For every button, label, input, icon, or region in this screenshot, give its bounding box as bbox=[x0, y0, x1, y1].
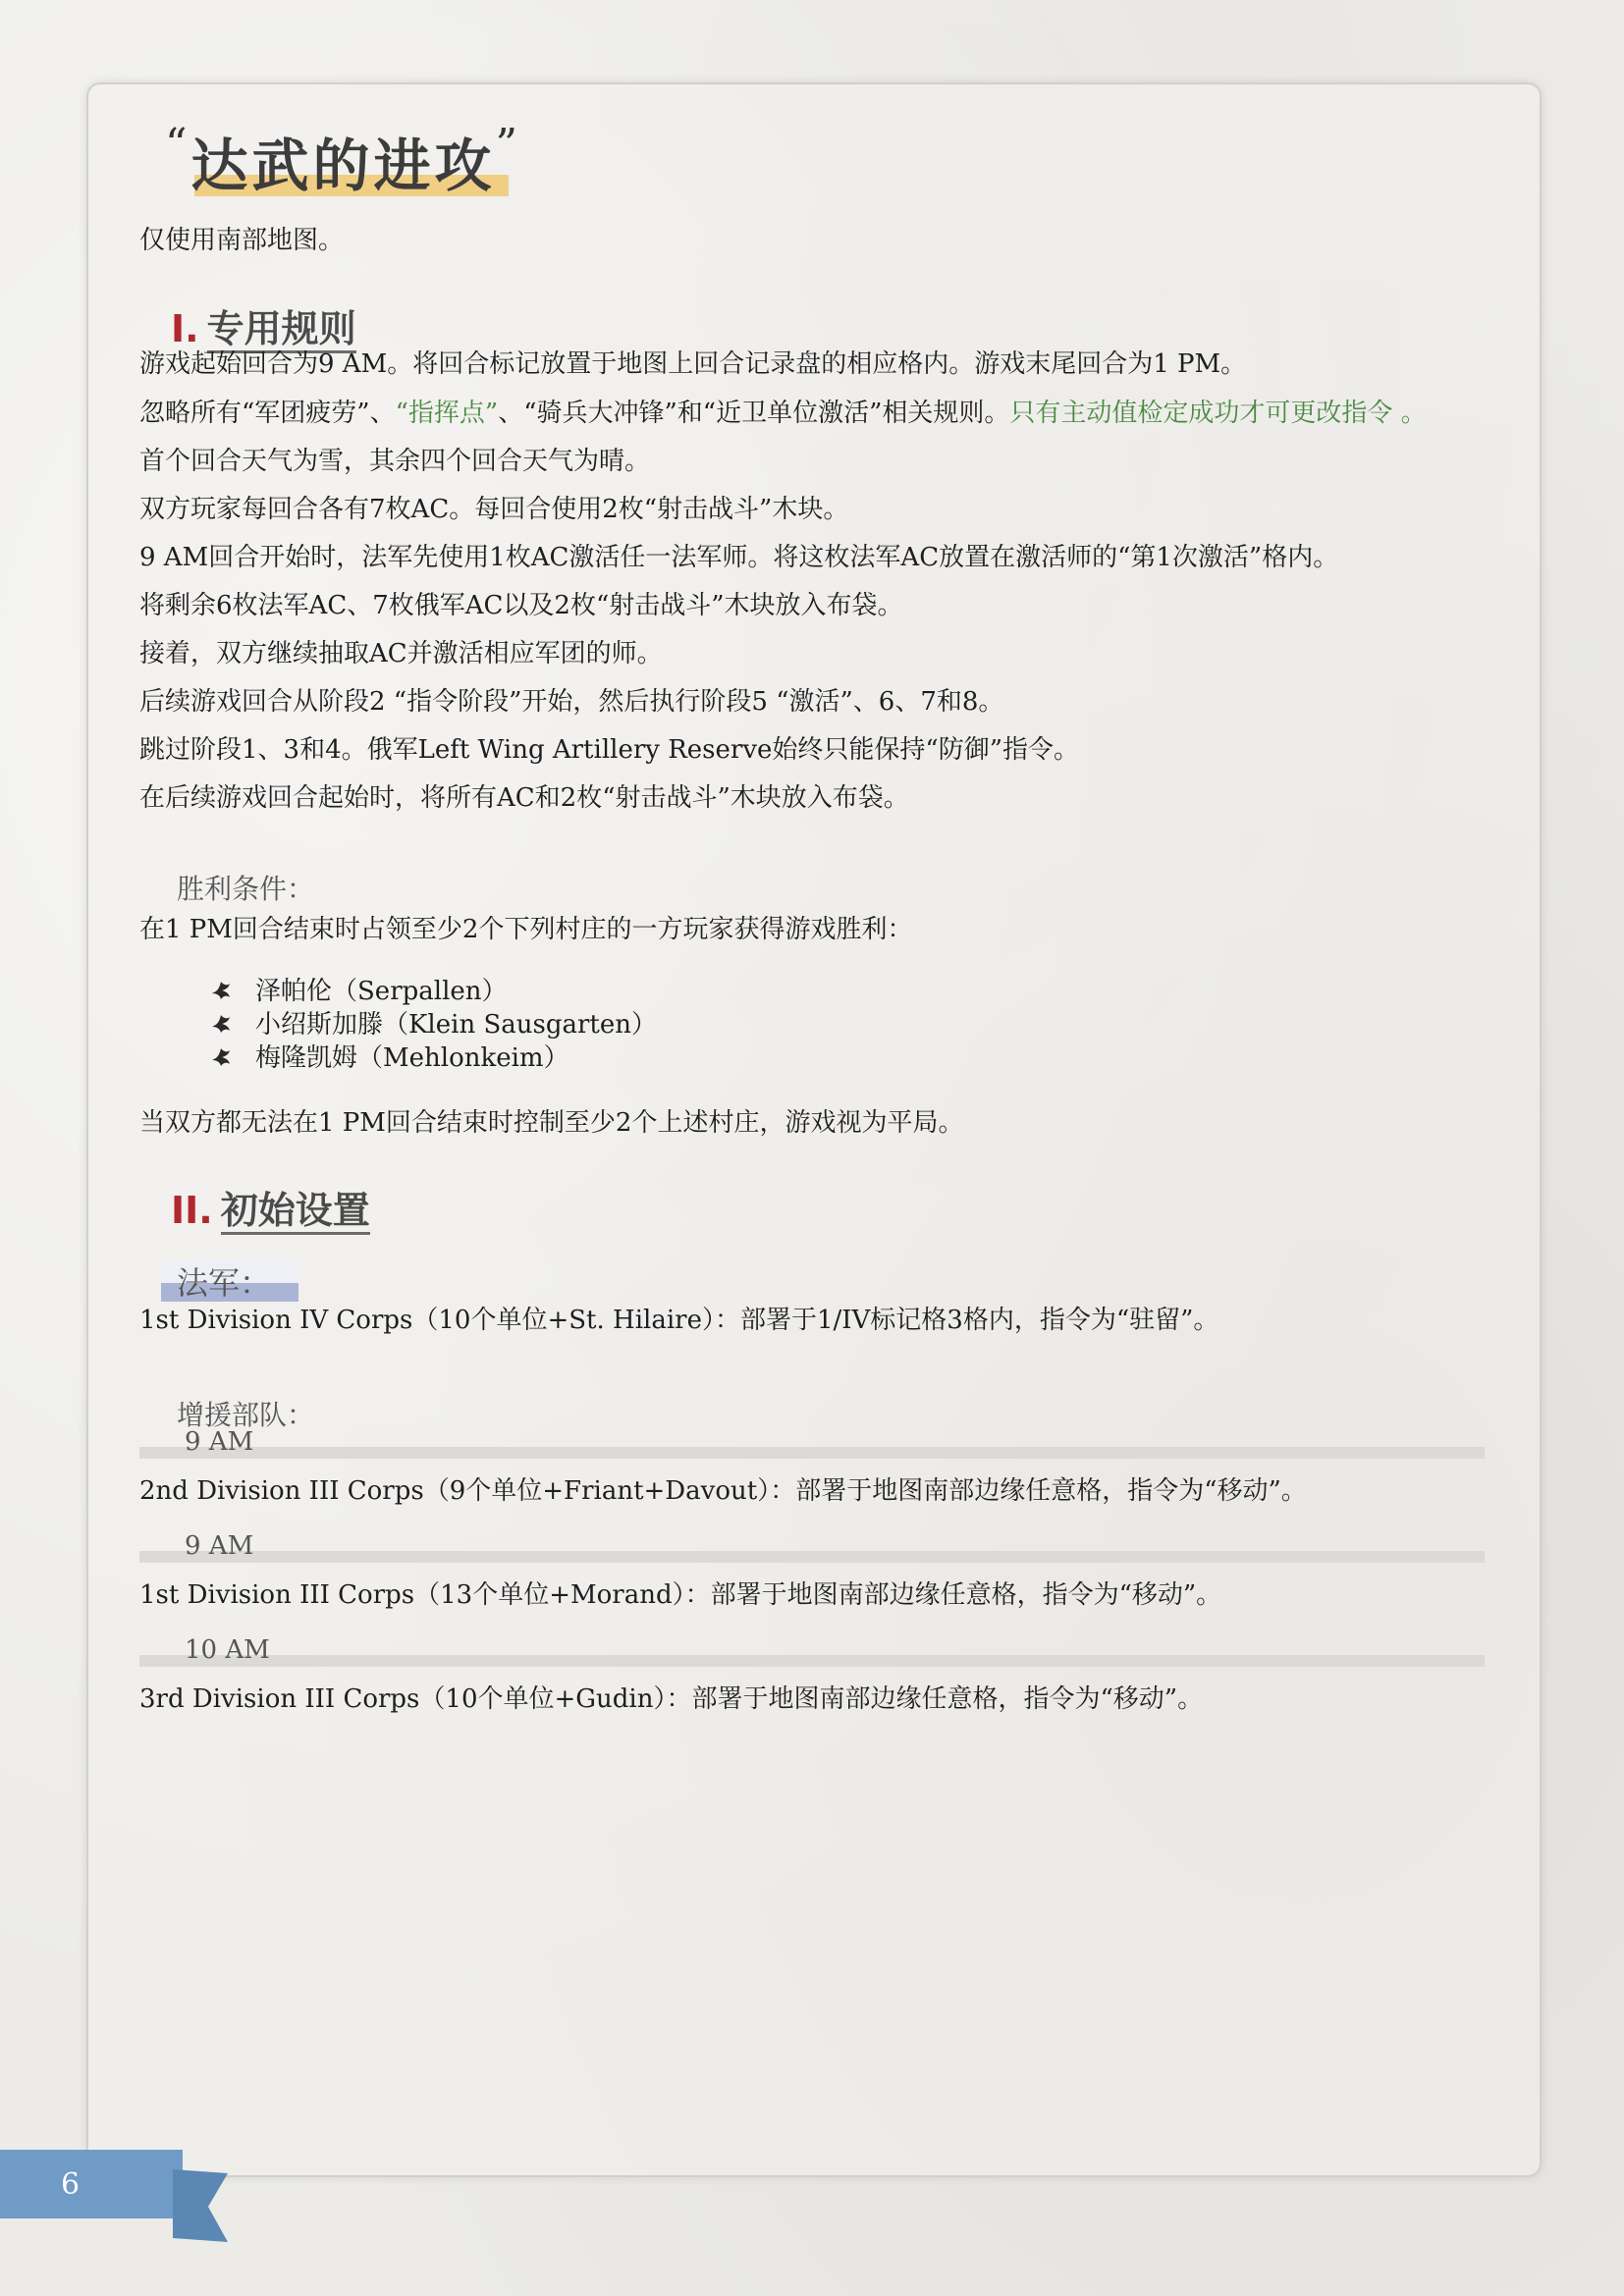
rule-line-10: 在后续游戏回合起始时，将所有AC和2枚“射击战斗”木块放入布袋。 bbox=[139, 783, 909, 813]
rule-line-2-part-2: 、“骑兵大冲锋”和“近卫单位激活”相关规则。 bbox=[498, 399, 1010, 428]
fleuron-bullet-icon bbox=[210, 1046, 232, 1068]
reinforcement-entry: 3rd Division III Corps（10个单位+Gudin）：部署于地图南部边缘任意格，指令为“移动”。 bbox=[139, 1684, 1204, 1714]
village-item bbox=[210, 1041, 569, 1075]
reinforcement-time: 9 AM bbox=[185, 1427, 254, 1457]
rule-line-5: 9 AM回合开始时，法军先使用1枚AC激活任一法军师。将这枚法军AC放置在激活师的“第1次激活”格内。 bbox=[139, 543, 1339, 572]
village-name: 小绍斯加滕（Klein Sausgarten） bbox=[255, 1010, 658, 1040]
reinforcement-entry: 2nd Division III Corps（9个单位+Friant+Davout）：部署于地图南部边缘任意格，指令为“移动”。 bbox=[139, 1476, 1307, 1506]
rule-line-7: 接着，双方继续抽取AC并激活相应军团的师。 bbox=[139, 639, 663, 668]
section-2-number: II. bbox=[171, 1189, 213, 1232]
rule-line-3: 首个回合天气为雪，其余四个回合天气为晴。 bbox=[139, 447, 651, 476]
reinforcement-time: 9 AM bbox=[185, 1531, 254, 1561]
village-item bbox=[210, 975, 508, 1008]
title-quote-close: ” bbox=[495, 120, 522, 170]
french-label: 法军： bbox=[177, 1264, 272, 1302]
rule-line-2 bbox=[139, 397, 1427, 430]
village-name: 泽帕伦（Serpallen） bbox=[255, 977, 508, 1006]
intro-text: 仅使用南部地图。 bbox=[139, 226, 345, 255]
command-points-term: “指挥点” bbox=[395, 399, 499, 428]
page-ribbon bbox=[0, 2150, 183, 2218]
section-1-number: I. bbox=[171, 307, 199, 350]
rule-line-2-part-1: 忽略所有“军团疲劳”、 bbox=[139, 399, 396, 428]
reinforcement-entry: 1st Division III Corps（13个单位+Morand）：部署于地图南部边缘任意格，指令为“移动”。 bbox=[139, 1580, 1222, 1610]
section-1-heading bbox=[171, 298, 356, 352]
village-name: 梅隆凯姆（Mehlonkeim） bbox=[255, 1043, 569, 1073]
rule-line-4: 双方玩家每回合各有7枚AC。每回合使用2枚“射击战斗”木块。 bbox=[139, 495, 849, 524]
reinforcements-heading: 增援部队： bbox=[177, 1399, 315, 1431]
section-2-title: 初始设置 bbox=[221, 1189, 370, 1235]
rule-line-6: 将剩余6枚法军AC、7枚俄军AC以及2枚“射击战斗”木块放入布袋。 bbox=[139, 591, 903, 620]
victory-description: 在1 PM回合结束时占领至少2个下列村庄的一方玩家获得游戏胜利： bbox=[139, 915, 913, 944]
time-divider bbox=[139, 1551, 1485, 1563]
french-setup-line: 1st Division IV Corps（10个单位+St. Hilaire）：部署于1/IV标记格3格内，指令为“驻留”。 bbox=[139, 1306, 1219, 1335]
scenario-title bbox=[165, 120, 521, 198]
fleuron-bullet-icon bbox=[210, 1013, 232, 1035]
victory-heading: 胜利条件： bbox=[177, 873, 315, 905]
rule-line-1: 游戏起始回合为9 AM。将回合标记放置于地图上回合记录盘的相应格内。游戏末尾回合为1 PM。 bbox=[139, 349, 1247, 379]
village-item bbox=[210, 1008, 657, 1041]
reinforcement-time: 10 AM bbox=[185, 1635, 270, 1665]
time-divider bbox=[139, 1655, 1485, 1667]
draw-condition: 当双方都无法在1 PM回合结束时控制至少2个上述村庄，游戏视为平局。 bbox=[139, 1108, 964, 1138]
fleuron-bullet-icon bbox=[210, 980, 232, 1001]
section-2-heading bbox=[171, 1180, 370, 1234]
title-text: 达武的进攻 bbox=[190, 133, 496, 199]
time-divider bbox=[139, 1447, 1485, 1459]
ribbon-tail bbox=[173, 2169, 228, 2244]
rule-line-9: 跳过阶段1、3和4。俄军Left Wing Artillery Reserve始终只能保持“防御”指令。 bbox=[139, 735, 1079, 765]
page-number: 6 bbox=[61, 2167, 81, 2202]
title-quote-open: “ bbox=[165, 120, 191, 170]
initiative-check-note: 只有主动值检定成功才可更改指令 。 bbox=[1009, 399, 1427, 428]
rule-line-8: 后续游戏回合从阶段2 “指令阶段”开始，然后执行阶段5 “激活”、6、7和8。 bbox=[139, 687, 1004, 717]
section-1-title: 专用规则 bbox=[207, 307, 356, 353]
